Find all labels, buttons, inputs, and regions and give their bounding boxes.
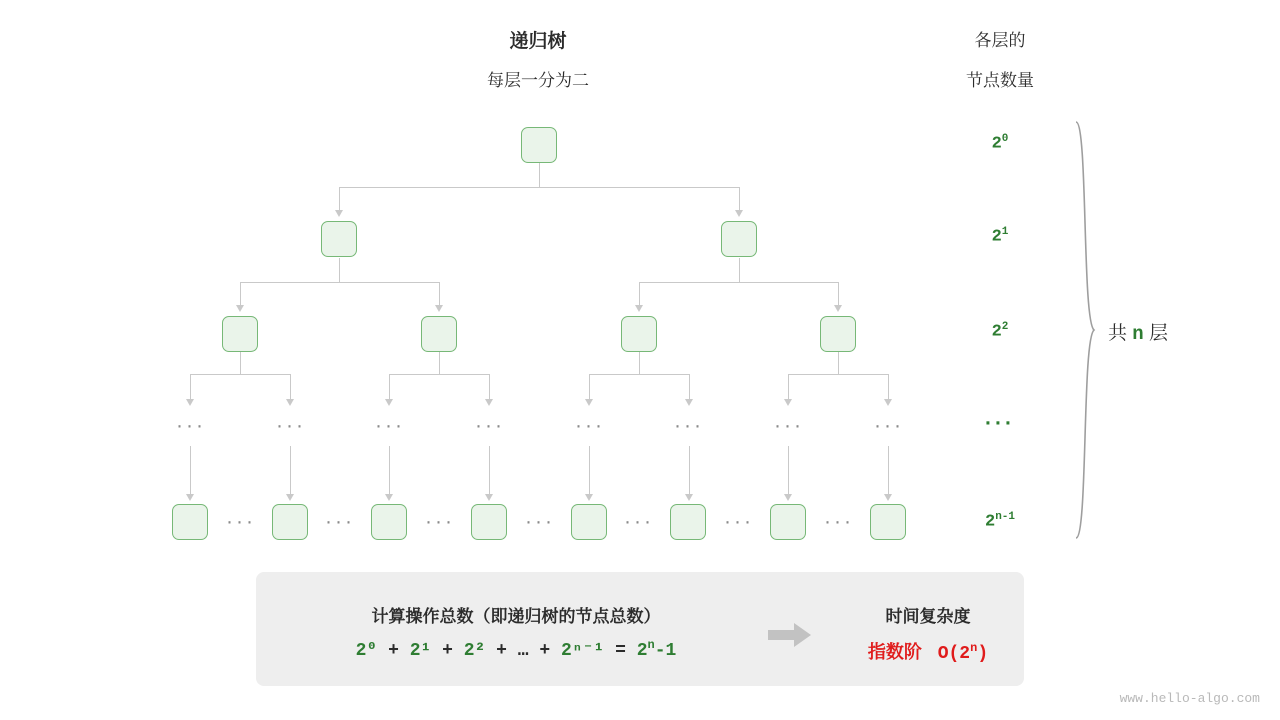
level-count-base: 2 xyxy=(991,134,1002,154)
connector-line xyxy=(489,374,490,399)
formula-term: 2ⁿ⁻¹ xyxy=(561,641,605,661)
level-span-brace xyxy=(1074,120,1096,540)
tree-node xyxy=(870,504,906,540)
arrow-head-icon xyxy=(635,305,643,312)
level-count-exponent: 2 xyxy=(1001,321,1009,333)
page-subtitle: 每层一分为二 xyxy=(487,71,589,90)
level-count-base: 2 xyxy=(991,322,1002,342)
arrow-head-icon xyxy=(335,210,343,217)
connector-line xyxy=(689,374,690,399)
formula-ellipsis: … xyxy=(517,641,529,661)
connector-line xyxy=(689,446,690,494)
page-title: 递归树 xyxy=(509,31,567,52)
tree-node xyxy=(670,504,706,540)
arrow-head-icon xyxy=(186,494,194,501)
connector-line xyxy=(838,352,839,374)
tree-node xyxy=(521,127,557,163)
brace-variable: n xyxy=(1132,323,1144,345)
brace-suffix: 层 xyxy=(1148,323,1168,344)
ellipsis-dots: ··· xyxy=(874,414,904,437)
ellipsis-dots: ··· xyxy=(575,414,605,437)
connector-line xyxy=(290,446,291,494)
connector-line xyxy=(539,163,540,187)
connector-line xyxy=(389,374,390,399)
connector-line xyxy=(290,374,291,399)
connector-line xyxy=(788,446,789,494)
tree-node xyxy=(272,504,308,540)
connector-line xyxy=(888,446,889,494)
connector-line xyxy=(589,374,690,375)
level-count-exponent: 1 xyxy=(1001,226,1009,238)
connector-line xyxy=(888,374,889,399)
tree-node xyxy=(571,504,607,540)
level-count-label-ellipsis: ··· xyxy=(985,412,1015,435)
tree-node xyxy=(721,221,757,257)
ellipsis-dots: ··· xyxy=(774,414,804,437)
level-count-label xyxy=(940,226,1060,247)
formula-term: 2¹ xyxy=(409,641,432,661)
level-count-label xyxy=(940,511,1060,532)
complexity-label: 指数阶 xyxy=(867,642,922,662)
arrow-head-icon xyxy=(884,494,892,501)
connector-line xyxy=(639,282,839,283)
connector-line xyxy=(339,187,740,188)
arrow-head-icon xyxy=(685,494,693,501)
connector-line xyxy=(389,446,390,494)
arrow-head-icon xyxy=(585,399,593,406)
ellipsis-dots: ··· xyxy=(425,510,455,533)
ellipsis-dots: ··· xyxy=(276,414,306,437)
level-count-label xyxy=(940,133,1060,154)
connector-line xyxy=(589,374,590,399)
formula-operator: + xyxy=(496,641,507,661)
arrow-head-icon xyxy=(385,494,393,501)
connector-line xyxy=(389,374,490,375)
ellipsis-dots: ··· xyxy=(226,510,256,533)
arrow-head-icon xyxy=(186,399,194,406)
summary-right-title: 时间复杂度 xyxy=(885,607,971,626)
ellipsis-dots: ··· xyxy=(525,510,555,533)
connector-line xyxy=(339,187,340,210)
level-count-base: 2 xyxy=(984,512,996,532)
connector-line xyxy=(639,352,640,374)
formula-operator: + xyxy=(442,641,453,661)
level-count-exponent: 0 xyxy=(1001,133,1009,145)
formula-operator: + xyxy=(388,641,399,661)
tree-node xyxy=(321,221,357,257)
ellipsis-dots: ··· xyxy=(325,510,355,533)
arrow-head-icon xyxy=(735,210,743,217)
connector-line xyxy=(788,374,789,399)
ellipsis-dots: ··· xyxy=(824,510,854,533)
ellipsis-dots: ··· xyxy=(624,510,654,533)
brace-prefix: 共 xyxy=(1108,323,1128,344)
arrow-head-icon xyxy=(385,399,393,406)
connector-line xyxy=(439,352,440,374)
ellipsis-dots: ··· xyxy=(375,414,405,437)
arrow-head-icon xyxy=(435,305,443,312)
right-column-header-line1: 各层的 xyxy=(974,31,1026,50)
formula-term: 2⁰ xyxy=(355,641,378,661)
formula-equals: = xyxy=(615,641,626,661)
right-column-header-line2: 节点数量 xyxy=(966,71,1034,90)
connector-line xyxy=(489,446,490,494)
tree-node xyxy=(770,504,806,540)
arrow-head-icon xyxy=(784,399,792,406)
total-levels-label xyxy=(1108,318,1258,345)
formula-result: 2$^n$-1 xyxy=(636,638,677,661)
formula-operator: + xyxy=(539,641,551,661)
arrow-head-icon xyxy=(286,494,294,501)
summary-right-value xyxy=(800,638,1056,664)
arrow-head-icon xyxy=(485,399,493,406)
connector-line xyxy=(190,446,191,494)
tree-node xyxy=(820,316,856,352)
level-count-base: 2 xyxy=(991,227,1002,247)
summary-panel xyxy=(256,572,1024,686)
arrow-head-icon xyxy=(685,399,693,406)
connector-line xyxy=(439,282,440,305)
arrow-head-icon xyxy=(884,399,892,406)
connector-line xyxy=(788,374,889,375)
level-count-label xyxy=(940,321,1060,342)
arrow-head-icon xyxy=(236,305,244,312)
tree-node xyxy=(471,504,507,540)
arrow-head-icon xyxy=(585,494,593,501)
tree-node xyxy=(222,316,258,352)
tree-node xyxy=(172,504,208,540)
summary-formula xyxy=(276,638,756,661)
connector-line xyxy=(240,352,241,374)
ellipsis-dots: ··· xyxy=(674,414,704,437)
connector-line xyxy=(190,374,191,399)
connector-line xyxy=(639,282,640,305)
tree-node xyxy=(371,504,407,540)
connector-line xyxy=(838,282,839,305)
tree-node xyxy=(621,316,657,352)
level-count-exponent: n-1 xyxy=(995,511,1015,523)
tree-node xyxy=(421,316,457,352)
summary-left-title: 计算操作总数（即递归树的节点总数） xyxy=(371,607,661,626)
arrow-head-icon xyxy=(286,399,294,406)
arrow-head-icon xyxy=(834,305,842,312)
watermark: www.hello-algo.com xyxy=(1119,691,1260,706)
ellipsis-dots: ··· xyxy=(176,414,206,437)
arrow-head-icon xyxy=(485,494,493,501)
connector-line xyxy=(589,446,590,494)
ellipsis-dots: ··· xyxy=(724,510,754,533)
ellipsis-dots: ··· xyxy=(475,414,505,437)
complexity-notation: O(2$^n$) xyxy=(926,641,989,664)
connector-line xyxy=(339,258,340,282)
connector-line xyxy=(240,282,241,305)
connector-line xyxy=(190,374,291,375)
formula-term: 2² xyxy=(463,641,486,661)
connector-line xyxy=(240,282,440,283)
arrow-head-icon xyxy=(784,494,792,501)
connector-line xyxy=(739,187,740,210)
connector-line xyxy=(739,258,740,282)
